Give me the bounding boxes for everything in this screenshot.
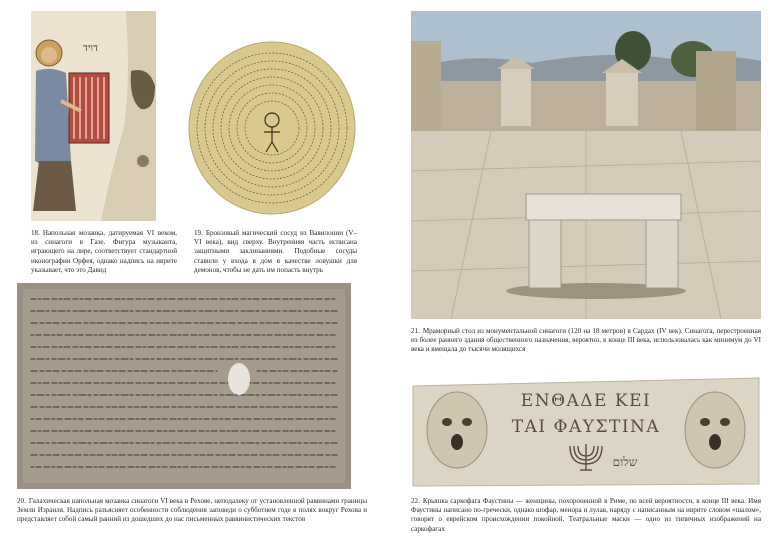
caption-21-text: Мраморный стол из монументальной синагоги (120 на 18 метров) в Сардах (IV век). Синагога, перестроенная из более раннего здания общественного назначения, вероятно, в конце III века, использовалась как минимум до VI века и вмещала до тысячи молящихся [411, 327, 761, 354]
caption-22-number: 22. [411, 497, 420, 505]
gaza-mosaic-drawing [31, 11, 156, 221]
caption-21-number: 21. [411, 327, 420, 335]
magic-bowl-drawing [188, 40, 356, 215]
caption-19 [194, 229, 357, 275]
caption-20 [17, 497, 367, 525]
sarcophagus-drawing [411, 374, 761, 489]
magic-bowl-image [188, 40, 356, 215]
rehov-mosaic-drawing [17, 283, 351, 489]
gaza-mosaic-image [31, 11, 156, 221]
caption-18-number: 18. [31, 229, 40, 237]
sardis-synagogue-drawing [411, 11, 761, 319]
caption-20-number: 20. [17, 497, 26, 505]
caption-22-text: Крышка саркофага Фаустины — женщины, похороненной в Риме, по всей вероятности, в конце III века. Имя Фаустины написано по-гречески, однако шофар, менора и лулав, наряду с написанным на иврите словом «шалом», говорят о еврейском происхождении покойной. Театральные маски — одно из типичных изображений на саркофагах [411, 497, 761, 533]
caption-22 [411, 497, 761, 534]
caption-21 [411, 327, 761, 355]
sarcophagus-greek-line-1: ΕΝΘΑΔΕ ΚΕΙ [520, 391, 652, 411]
caption-18-text: Напольная мозаика, датируемая VI веком, из синагоги в Газе. Фигура музыканта, играющего на лире, соответствует стандартной иконографии Орфея, однако надпись на иврите указывает, что это Давид [31, 229, 177, 274]
mosaic-hebrew-inscription: דויד [83, 43, 98, 54]
caption-20-text: Галахическая напольная мозаика синагоги VI века в Рехове, неподалеку от установленной раввинами границы Земли Израиля. Надпись разъясняет особенности соблюдения заповеди о субботнем годе в полях вокруг Рехова и представляет собой самый ранний из дошедших до нас письменных раввинистических текстов [17, 497, 367, 524]
sardis-synagogue-image [411, 11, 761, 319]
sarcophagus-image [411, 374, 761, 489]
sarcophagus-greek-line-2: ΤΑΙ ΦΑΥΣΤΙΝΑ [511, 417, 661, 437]
caption-19-number: 19. [194, 229, 203, 237]
rehov-mosaic-image [17, 283, 351, 489]
caption-18 [31, 229, 177, 275]
sarcophagus-hebrew-word: שלום [612, 455, 638, 469]
caption-19-text: Бронзовый магический сосуд из Вавилонии (V–VI века), вид сверху. Внутренняя часть исписана защитными заклинаниями. Подобные сосуды ставили у входа в дом в качестве ловушки для демонов, чтобы не дать им попасть внутрь [194, 229, 357, 274]
